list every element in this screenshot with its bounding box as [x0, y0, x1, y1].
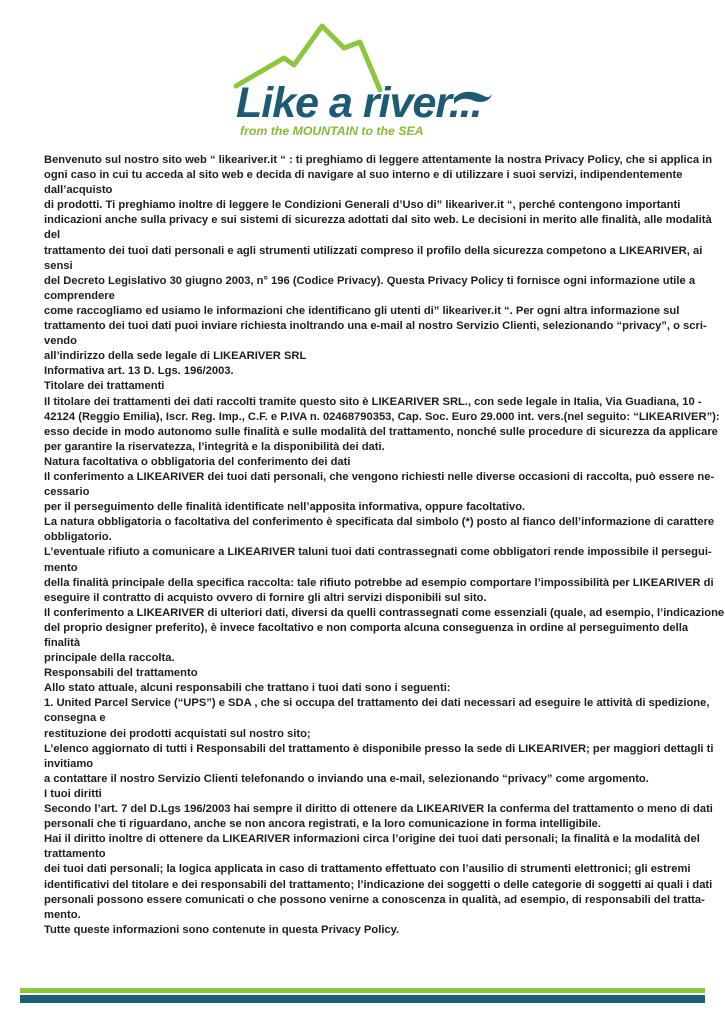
- text-line: Tutte queste informazioni sono contenute in questa Privacy Policy.: [44, 923, 400, 936]
- text-line: identificativi del titolare e dei responsabili del trattamento; l’indicazione dei soggetti o delle categorie di soggetti ai quali i dati: [44, 878, 713, 891]
- text-line: 42124 (Reggio Emilia), Iscr. Reg. Imp., C.F. e P.IVA n. 02468790353, Cap. Soc. Euro 29.000 int. vers.(nel seguito: “LIKEARIVER”):: [44, 410, 720, 423]
- text-line: sensi: [44, 259, 73, 272]
- text-line: per garantire la riservatezza, l’integrità e la disponibilità dei dati.: [44, 440, 385, 453]
- text-line: del proprio designer preferito), è invece facoltativo e non comporta alcuna conseguenza in ordine al perseguimento della: [44, 621, 689, 634]
- text-line: esso decide in modo autonomo sulle finalità e sulle modalità del trattamento, nonché sulle procedure di sicurezza da applicare: [44, 425, 718, 438]
- text-line: obbligatorio.: [44, 531, 112, 544]
- logo-title: Like a river...: [236, 79, 482, 127]
- text-line: finalità: [44, 637, 81, 649]
- text-line: a contattare il nostro Servizio Clienti telefonando o inviando una e-mail, selezionando “privacy” come argomento.: [44, 772, 649, 785]
- text-line: dei tuoi dati personali; la logica applicata in caso di trattamento effettuato con l’ausilio di strumenti elettronici; gli estremi: [44, 863, 691, 876]
- text-line: Benvenuto sul nostro sito web “ likeariver.it “ : ti preghiamo di leggere attentamente la nostra Privacy Policy, che si applica in: [44, 154, 713, 166]
- text-line: L’eventuale rifiuto a comunicare a LIKEARIVER taluni tuoi dati contrassegnati come obbligatori rende impossibile il persegui-: [44, 546, 712, 559]
- privacy-policy-text: [44, 153, 725, 938]
- text-line: Responsabili del trattamento: [44, 667, 198, 680]
- text-line: comprendere: [44, 289, 115, 302]
- text-line: Hai il diritto inoltre di ottenere da LIKEARIVER informazioni circa l’origine dei tuoi dati personali; la finalità e la modalità del: [44, 833, 700, 846]
- text-line: della finalità principale della specifica raccolta: tale rifiuto potrebbe ad esempio comportare l’impossibilità per LIKEARIVER di: [44, 576, 714, 589]
- text-line: La natura obbligatoria o facoltativa del conferimento è specificata dal simbolo (*) posto al fianco dell’informazione di carattere: [44, 516, 715, 529]
- text-line: consegna e: [44, 712, 106, 725]
- text-line: Titolare dei trattamenti: [44, 380, 165, 393]
- text-line: come raccogliamo ed usiamo le informazioni che identificano gli utenti di” likeariver.it “. Per ogni altra informazione sul: [44, 304, 680, 317]
- text-line: personali possono essere comunicati o che possono venirne a conoscenza in qualità, ad esempio, di responsabili del tratta-: [44, 893, 705, 906]
- text-line: Il conferimento a LIKEARIVER di ulteriori dati, diversi da quelli contrassegnati come essenziali (quale, ad esempio, l’indicazione: [44, 606, 725, 619]
- footer-stripe-blue: [20, 995, 705, 1003]
- text-line: personali che ti riguardano, anche se non ancora registrati, e la loro comunicazione in forma intelligibile.: [44, 818, 602, 831]
- text-line: mento.: [44, 908, 81, 921]
- text-line: restituzione dei prodotti acquistati sul nostro sito;: [44, 727, 311, 740]
- text-line: Natura facoltativa o obbligatoria del conferimento dei dati: [44, 455, 351, 468]
- text-line: I tuoi diritti: [44, 787, 102, 800]
- text-line: Informativa art. 13 D. Lgs. 196/2003.: [44, 365, 234, 378]
- footer-stripe-green: [20, 988, 705, 993]
- text-line: indicazioni anche sulla privacy e sui sistemi di sicurezza adottati dal sito web. Le decisioni in merito alle finalità, alle modalità: [44, 214, 712, 227]
- text-line: trattamento: [44, 848, 106, 861]
- logo: [232, 18, 494, 140]
- text-line: all’indirizzo della sede legale di LIKEARIVER SRL: [44, 350, 307, 363]
- text-line: eseguire il contratto di acquisto ovvero di fornire gli altri servizi disponibili sul sito.: [44, 591, 487, 604]
- text-line: trattamento dei tuoi dati personali e agli strumenti utilizzati compreso il profilo della sicurezza competono a LIKEARIVER, ai: [44, 244, 703, 257]
- text-line: dall’acquisto: [44, 184, 113, 197]
- text-line: Allo stato attuale, alcuni responsabili che trattano i tuoi dati sono i seguenti:: [44, 682, 451, 695]
- text-line: Secondo l’art. 7 del D.Lgs 196/2003 hai sempre il diritto di ottenere da LIKEARIVER la conferma del trattamento o meno di dati: [44, 803, 713, 816]
- text-line: cessario: [44, 486, 90, 499]
- text-line: Il conferimento a LIKEARIVER dei tuoi dati personali, che vengono richiesti nelle diverse occasioni di raccolta, può essere ne-: [44, 470, 715, 483]
- text-line: principale della raccolta.: [44, 652, 175, 665]
- text-line: Il titolare dei trattamenti dei dati raccolti tramite questo sito è LIKEARIVER SRL., con sede legale in Italia, Via Guadiana, 10 -: [44, 395, 702, 408]
- text-line: ogni caso in cui tu acceda al sito web e decida di navigare al suo interno e di utilizzare i suoi servizi, indipendentemente: [44, 169, 683, 182]
- text-line: per il perseguimento delle finalità identificate nell’apposita informativa, oppure facoltativo.: [44, 501, 526, 514]
- text-line: 1. United Parcel Service (“UPS”) e SDA , che si occupa del trattamento dei dati necessari ad eseguire le attività di spedizione,: [44, 697, 710, 710]
- text-line: del: [44, 229, 61, 242]
- logo-tagline: from the MOUNTAIN to the SEA: [240, 124, 424, 138]
- text-line: L’elenco aggiornato di tutti i Responsabili del trattamento è disponibile presso la sede di LIKEARIVER; per maggiori dettagli ti: [44, 742, 714, 755]
- text-line: di prodotti. Ti preghiamo inoltre di leggere le Condizioni Generali d’Uso di” likeariver.it “, perché contengono importanti: [44, 199, 681, 212]
- text-line: del Decreto Legislativo 30 giugno 2003, n° 196 (Codice Privacy). Questa Privacy Policy ti fornisce ogni informazione utile a: [44, 274, 696, 287]
- text-line: vendo: [44, 335, 77, 348]
- text-line: mento: [44, 561, 78, 574]
- text-line: invitiamo: [44, 757, 94, 770]
- text-line: trattamento dei tuoi dati puoi inviare richiesta inoltrando una e-mail al nostro Servizio Clienti, selezionando “privacy”, o scri-: [44, 320, 707, 333]
